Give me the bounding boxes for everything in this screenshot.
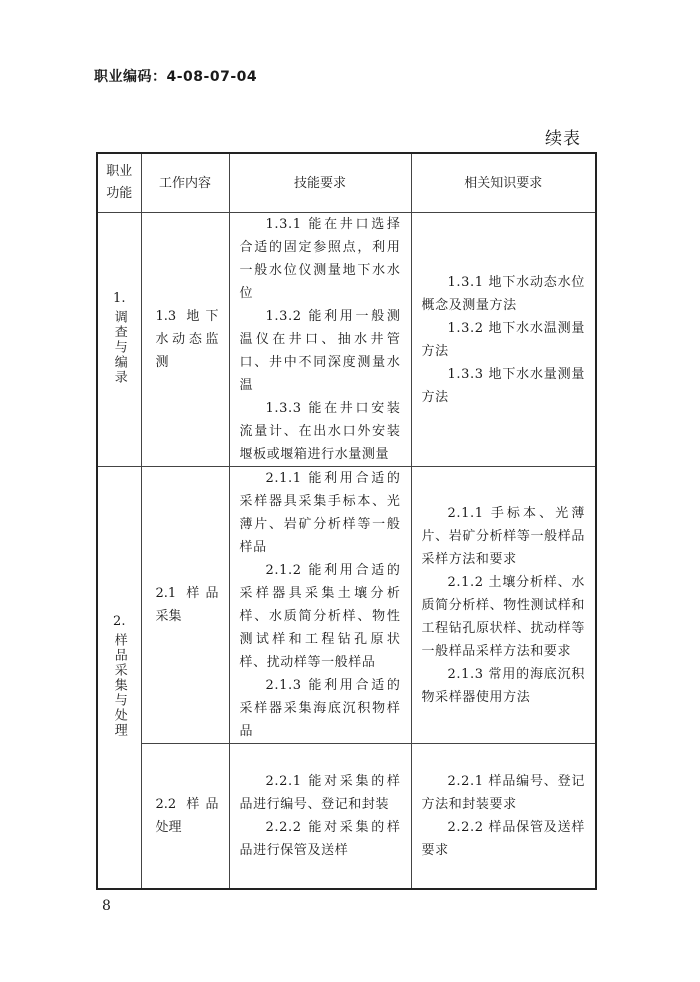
- function-number: 2.: [113, 613, 126, 629]
- knowledge-cell: [411, 467, 596, 744]
- skill-item: 2.2.1 能对采集的样品进行编号、登记和封装: [239, 774, 401, 812]
- table-row: [97, 744, 596, 890]
- function-cell: [97, 467, 141, 890]
- work-content-cell: 2.2 样品处理: [141, 744, 229, 890]
- skill-item: 2.1.1 能利用合适的采样器具采集手标本、光薄片、岩矿分析样等一般样品: [239, 471, 401, 555]
- column-header-work: 工作内容: [141, 153, 229, 213]
- knowledge-item: 1.3.2 地下水水温测量方法: [421, 320, 585, 359]
- column-header-knowledge: 相关知识要求: [411, 153, 596, 213]
- skill-item: 1.3.2 能利用一般测温仪在井口、抽水井管口、井中不同深度测量水温: [239, 309, 401, 393]
- skill-item: 2.2.2 能对采集的样品进行保管及送样: [239, 820, 401, 858]
- table-header-row: [97, 153, 596, 213]
- column-header-skills: 技能要求: [229, 153, 411, 213]
- skill-item: 2.1.3 能利用合适的采样器采集海底沉积物样品: [239, 678, 401, 739]
- knowledge-item: 2.1.1 手标本、光薄片、岩矿分析样等一般样品采样方法和要求: [421, 505, 585, 567]
- work-content-cell: 1.3 地下水动态监测: [141, 213, 229, 467]
- work-content-cell: 2.1 样品采集: [141, 467, 229, 744]
- competency-table: [96, 152, 597, 890]
- skills-cell: [229, 467, 411, 744]
- column-header-function: 职业功能: [97, 153, 141, 213]
- skill-item: 1.3.1 能在井口选择合适的固定参照点，利用一般水位仪测量地下水水位: [239, 217, 401, 301]
- knowledge-item: 2.1.3 常用的海底沉积物采样器使用方法: [421, 666, 585, 705]
- knowledge-cell: [411, 744, 596, 890]
- skills-cell: [229, 744, 411, 890]
- skills-cell: [229, 213, 411, 467]
- knowledge-item: 2.2.1 样品编号、登记方法和封装要求: [421, 774, 585, 812]
- skill-item: 2.1.2 能利用合适的采样器具采集土壤分析样、水质简分析样、物性测试样和工程钻孔原状样、扰动样等一般样品: [239, 563, 401, 670]
- knowledge-item: 2.2.2 样品保管及送样要求: [421, 820, 585, 858]
- knowledge-item: 2.1.2 土壤分析样、水质简分析样、物性测试样和工程钻孔原状样、扰动样等一般样品采样方法和要求: [421, 574, 585, 659]
- knowledge-item: 1.3.1 地下水动态水位概念及测量方法: [421, 274, 585, 313]
- continued-label: 续表: [545, 129, 581, 149]
- table-row: [97, 467, 596, 744]
- function-name: 调查与编录: [111, 309, 127, 385]
- skill-item: 1.3.3 能在井口安装流量计、在出水口外安装堰板或堰箱进行水量测量: [239, 401, 401, 462]
- function-cell: [97, 213, 141, 467]
- knowledge-item: 1.3.3 地下水水量测量方法: [421, 366, 585, 405]
- page-number: 8: [102, 898, 111, 914]
- function-name: 样品采集与处理: [111, 632, 127, 738]
- occupation-code: 职业编码：4-08-07-04: [94, 69, 258, 85]
- table-row: [97, 213, 596, 467]
- knowledge-cell: [411, 213, 596, 467]
- function-number: 1.: [113, 290, 126, 306]
